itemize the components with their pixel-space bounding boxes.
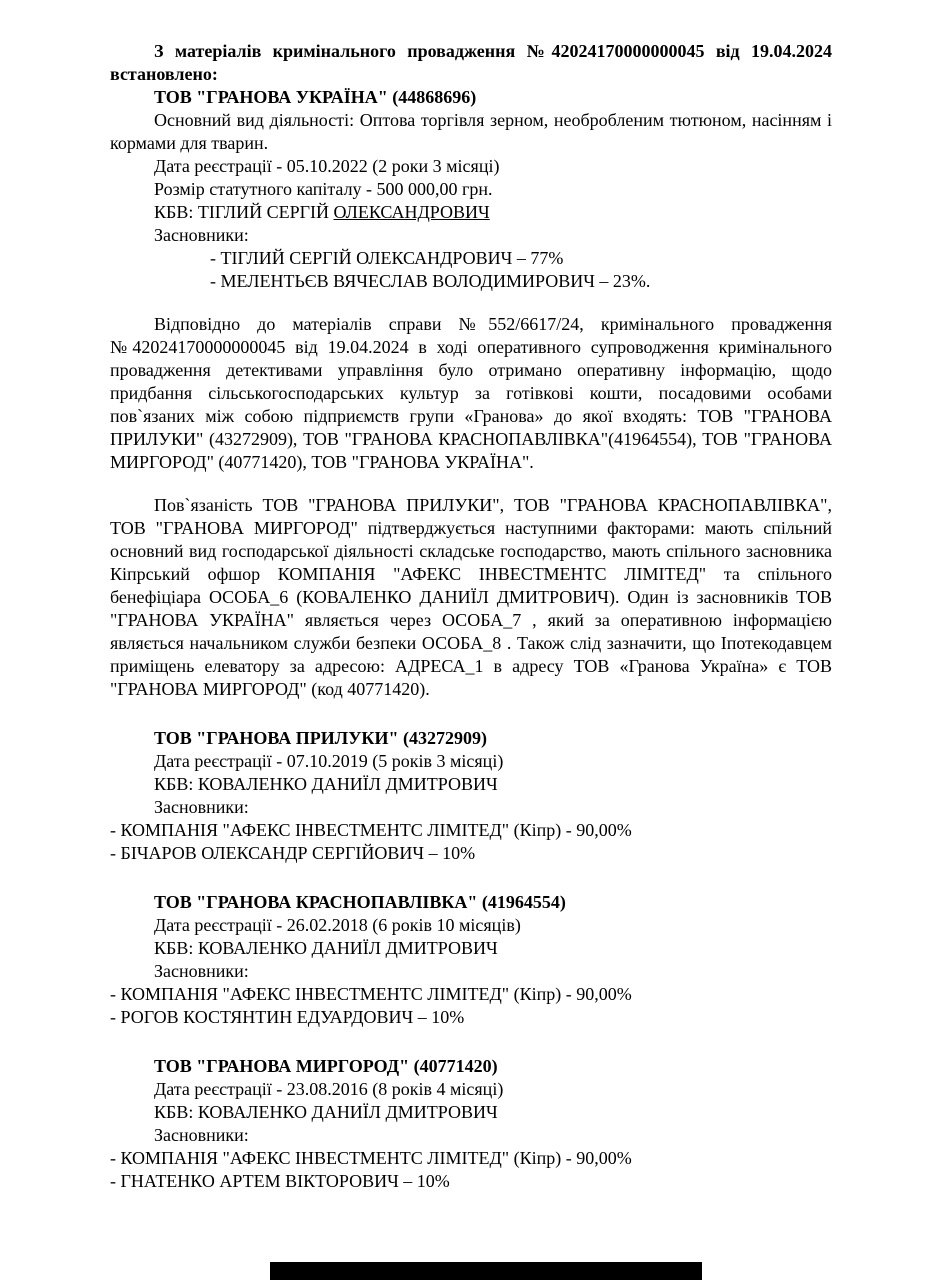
registration-date-line: Дата реєстрації - 23.08.2016 (8 років 4 місяці): [154, 1079, 504, 1099]
founders-label: Засновники:: [154, 1125, 249, 1145]
founders-label: Засновники:: [154, 797, 249, 817]
founder-item: - КОМПАНІЯ "АФЕКС ІНВЕСТМЕНТС ЛІМІТЕД" (Кіпр) - 90,00%: [110, 1148, 632, 1168]
registration-date-line: Дата реєстрації - 07.10.2019 (5 років 3 місяці): [154, 751, 504, 771]
kbv-prefix: КБВ: ТІГЛИЙ СЕРГІЙ: [154, 202, 334, 222]
founders-label: Засновники:: [154, 225, 249, 245]
founder-item: - ГНАТЕНКО АРТЕМ ВІКТОРОВИЧ – 10%: [110, 1171, 450, 1191]
body-paragraph-1: Відповідно до матеріалів справи №552/6617/24, кримінального провадження №42024170000000045 від 19.04.2024 в ході оперативного супроводження кримінального провадження детективами управління було отримано оперативну інформацію, щодо придбання сільськогосподарських культур за готівкові кошти, посадовими особами пов`язаних між собою підприємств групи «Гранова» до якої входять: ТОВ "ГРАНОВА ПРИЛУКИ" (43272909), ТОВ "ГРАНОВА КРАСНОПАВЛІВКА"(41964554), ТОВ "ГРАНОВА МИРГОРОД" (40771420), ТОВ "ГРАНОВА УКРАЇНА".: [110, 314, 832, 472]
company-title: ТОВ "ГРАНОВА УКРАЇНА" (44868696): [154, 87, 477, 107]
founder-item: - КОМПАНІЯ "АФЕКС ІНВЕСТМЕНТС ЛІМІТЕД" (Кіпр) - 90,00%: [110, 984, 632, 1004]
company-title: ТОВ "ГРАНОВА МИРГОРОД" (40771420): [154, 1056, 498, 1076]
founder-item: - РОГОВ КОСТЯНТИН ЕДУАРДОВИЧ – 10%: [110, 1007, 465, 1027]
company-title: ТОВ "ГРАНОВА ПРИЛУКИ" (43272909): [154, 728, 487, 748]
intro-heading: З матеріалів кримінального провадження №42024170000000045 від 19.04.2024 встановлено:: [110, 41, 832, 84]
founders-label: Засновники:: [154, 961, 249, 981]
company-main-section: [110, 86, 832, 293]
company-section-krasnopavlivka: [110, 891, 832, 1029]
company-section-pryluky: [110, 727, 832, 865]
capital-line: Розмір статутного капіталу - 500 000,00 грн.: [154, 179, 493, 199]
kbv-line: [154, 201, 832, 224]
kbv-line: КБВ: КОВАЛЕНКО ДАНИЇЛ ДМИТРОВИЧ: [154, 1102, 498, 1122]
kbv-line: КБВ: КОВАЛЕНКО ДАНИЇЛ ДМИТРОВИЧ: [154, 774, 498, 794]
founder-item: - МЕЛЕНТЬЄВ ВЯЧЕСЛАВ ВОЛОДИМИРОВИЧ – 23%.: [210, 271, 651, 291]
founder-item: - БІЧАРОВ ОЛЕКСАНДР СЕРГІЙОВИЧ – 10%: [110, 843, 476, 863]
company-activity: Основний вид діяльності: Оптова торгівля зерном, необробленим тютюном, насінням і кормами для тварин.: [110, 110, 832, 153]
kbv-line: КБВ: КОВАЛЕНКО ДАНИЇЛ ДМИТРОВИЧ: [154, 938, 498, 958]
bottom-bar: [270, 1262, 702, 1280]
company-title: ТОВ "ГРАНОВА КРАСНОПАВЛІВКА" (41964554): [154, 892, 566, 912]
founder-item: - КОМПАНІЯ "АФЕКС ІНВЕСТМЕНТС ЛІМІТЕД" (Кіпр) - 90,00%: [110, 820, 632, 840]
registration-date-line: Дата реєстрації - 26.02.2018 (6 років 10 місяців): [154, 915, 521, 935]
registration-date-line: Дата реєстрації - 05.10.2022 (2 роки 3 місяці): [154, 156, 500, 176]
kbv-underlined-name: ОЛЕКСАНДРОВИЧ: [333, 202, 490, 222]
body-paragraph-2: Пов`язаність ТОВ "ГРАНОВА ПРИЛУКИ", ТОВ "ГРАНОВА КРАСНОПАВЛІВКА", ТОВ "ГРАНОВА МИРГОРОД" підтверджується наступними факторами: мають спільний основний вид господарської діяльності складське господарство, мають спільного засновника Кіпрський офшор КОМПАНІЯ "АФЕКС ІНВЕСТМЕНТС ЛІМІТЕД" та спільного бенефіціара ОСОБА_6 (КОВАЛЕНКО ДАНИЇЛ ДМИТРОВИЧ). Один із засновників ТОВ "ГРАНОВА УКРАЇНА" являється через ОСОБА_7 , який за оперативною інформацією являється начальником служби безпеки ОСОБА_8 . Також слід зазначити, що Іпотекодавцем приміщень елеватору за адресою: АДРЕСА_1 в адресу ТОВ «Гранова Україна» є ТОВ "ГРАНОВА МИРГОРОД" (код 40771420).: [110, 495, 832, 699]
founder-item: - ТІГЛИЙ СЕРГІЙ ОЛЕКСАНДРОВИЧ – 77%: [210, 248, 564, 268]
company-section-myrhorod: [110, 1055, 832, 1193]
